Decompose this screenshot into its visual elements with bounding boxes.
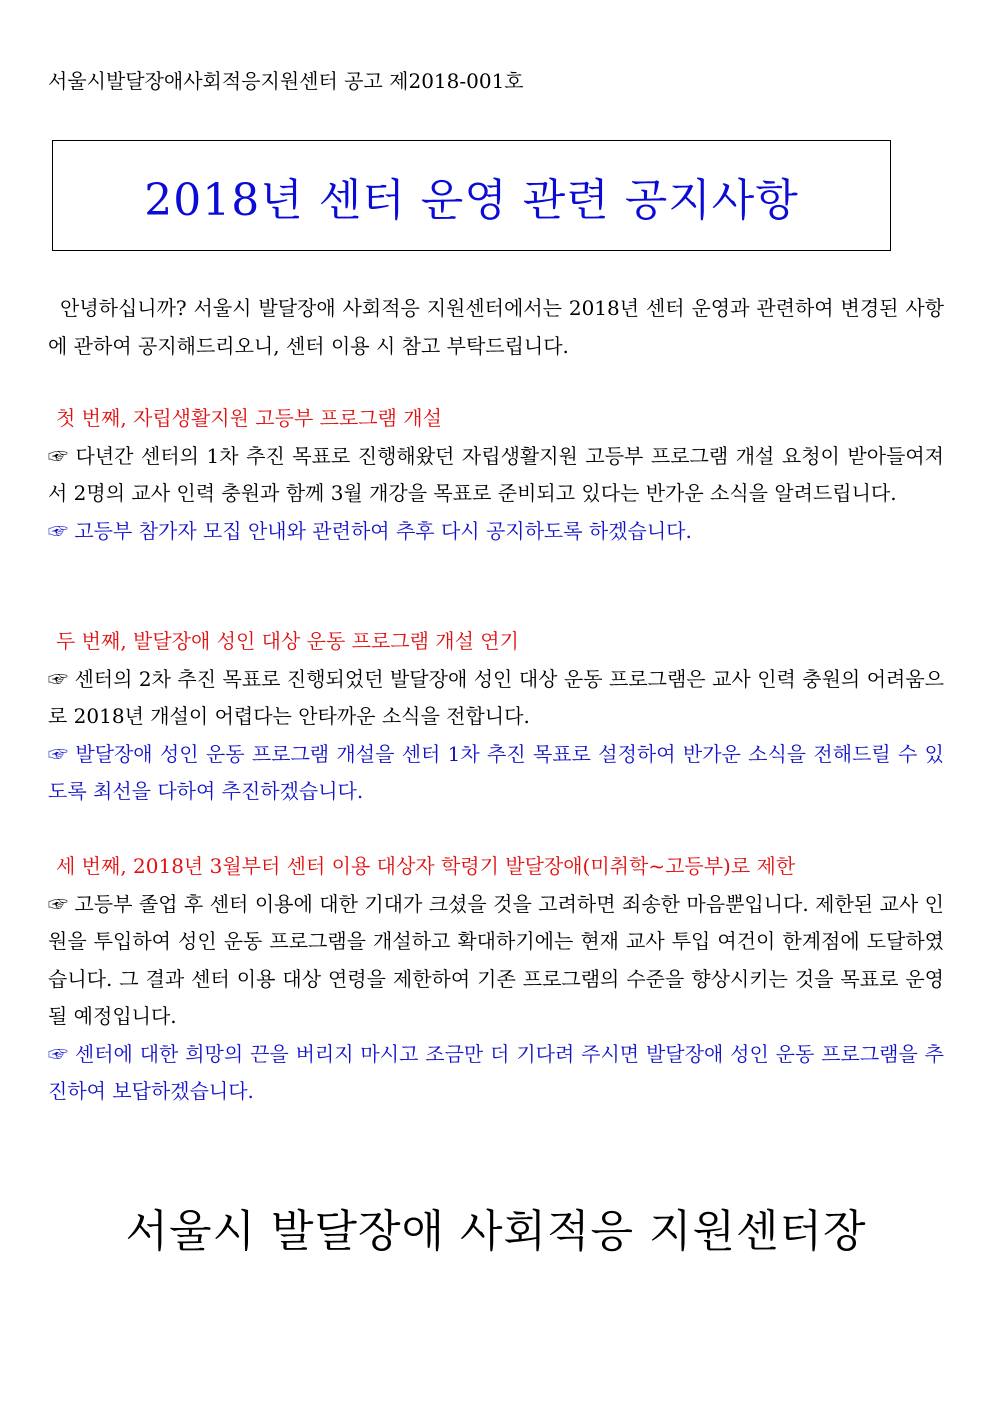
title-box	[52, 140, 891, 251]
signature: 서울시 발달장애 사회적응 지원센터장	[125, 1206, 867, 1257]
section-3-emphasis: ☞ 센터에 대한 희망의 끈을 버리지 마시고 조금만 더 기다려 주시면 발달장애 성인 운동 프로그램을 추진하여 보답하겠습니다.	[48, 1041, 944, 1103]
section-1-body: ☞ 다년간 센터의 1차 추진 목표로 진행해왔던 자립생활지원 고등부 프로그램 개설 요청이 받아들여져서 2명의 교사 인력 충원과 함께 3월 개강을 목표로 준비되고 있다는 반가운 소식을 알려드립니다.	[48, 443, 944, 505]
section-2-heading: 두 번째, 발달장애 성인 대상 운동 프로그램 개설 연기	[56, 629, 519, 653]
section-1-heading: 첫 번째, 자립생활지원 고등부 프로그램 개설	[56, 406, 442, 430]
notice-number: 서울시발달장애사회적응지원센터 공고 제2018-001호	[48, 69, 524, 93]
intro-paragraph: 안녕하십니까? 서울시 발달장애 사회적응 지원센터에서는 2018년 센터 운영과 관련하여 변경된 사항에 관하여 공지해드리오니, 센터 이용 시 참고 부탁드립니다.	[48, 296, 944, 358]
section-2-body: ☞ 센터의 2차 추진 목표로 진행되었던 발달장애 성인 대상 운동 프로그램은 교사 인력 충원의 어려움으로 2018년 개설이 어렵다는 안타까운 소식을 전합니다.	[48, 666, 944, 728]
section-1-emphasis: ☞ 고등부 참가자 모집 안내와 관련하여 추후 다시 공지하도록 하겠습니다.	[48, 518, 692, 543]
section-2-emphasis: ☞ 발달장애 성인 운동 프로그램 개설을 센터 1차 추진 목표로 설정하여 반가운 소식을 전해드릴 수 있도록 최선을 다하여 추진하겠습니다.	[48, 741, 944, 803]
section-3-body: ☞ 고등부 졸업 후 센터 이용에 대한 기대가 크셨을 것을 고려하면 죄송한 마음뿐입니다. 제한된 교사 인원을 투입하여 성인 운동 프로그램을 개설하고 확대하기에는 현재 교사 투입 여건이 한계점에 도달하였습니다. 그 결과 센터 이용 대상 연령을 제한하여 기존 프로그램의 수준을 향상시키는 것을 목표로 운영될 예정입니다.	[48, 891, 944, 1028]
section-2	[48, 623, 944, 811]
page-title: 2018년 센터 운영 관련 공지사항	[144, 174, 799, 226]
section-1	[48, 400, 944, 550]
section-3	[48, 848, 944, 1111]
section-3-heading: 세 번째, 2018년 3월부터 센터 이용 대상자 학령기 발달장애(미취학~고등부)로 제한	[56, 854, 796, 878]
